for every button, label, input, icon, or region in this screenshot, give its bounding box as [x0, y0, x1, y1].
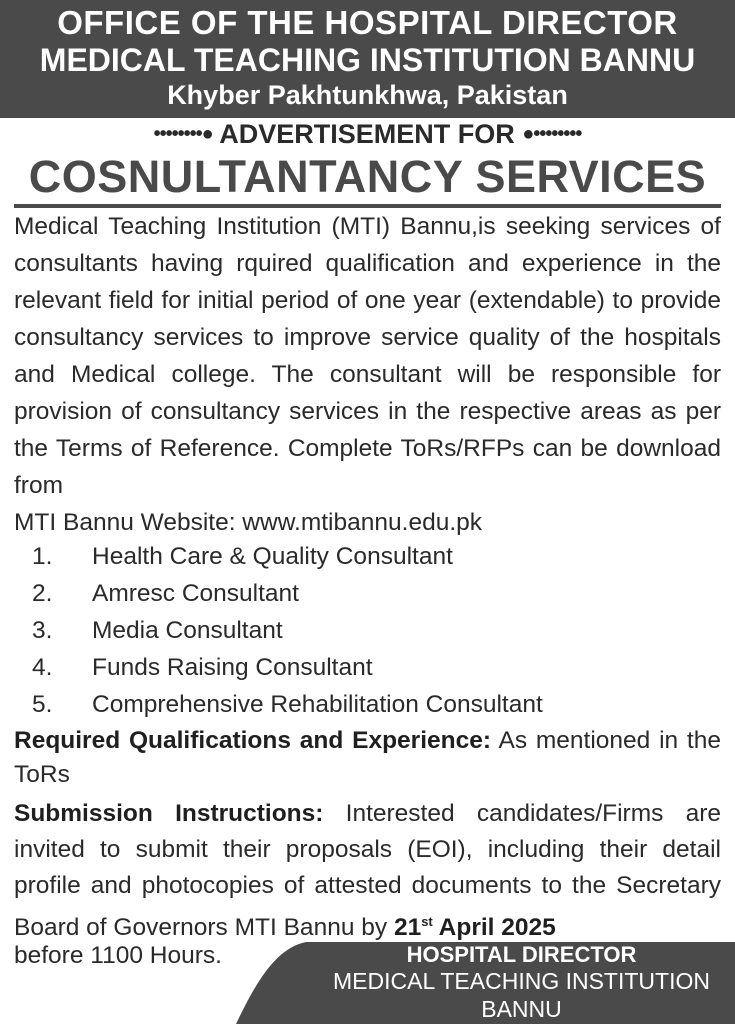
list-item: [0, 649, 735, 687]
submission-time: before 1100 Hours.: [14, 942, 222, 969]
dots-left-decoration: ••••••••●: [153, 123, 213, 145]
qualifications-section: [14, 724, 721, 792]
location: Khyber Pakhtunkhwa, Pakistan: [167, 80, 568, 110]
list-item: [0, 538, 735, 576]
list-item: [0, 575, 735, 613]
institution-name: MEDICAL TEACHING INSTITUTION BANNU: [39, 42, 696, 78]
list-item: [0, 686, 735, 724]
list-item-number: 1.: [32, 543, 53, 570]
list-item-number: 2.: [32, 580, 53, 607]
list-item-number: 3.: [32, 617, 53, 644]
intro-text: Medical Teaching Institution (MTI) Bannu,is seeking services of consultants having rquired qualification and experience in the relevant field for initial period of one year (extendable) to provide consultancy services to improve service quality of the hospitals and Medical college. The consultant will be responsible for provision of consultancy services in the respective areas as per the Terms of Reference. Complete ToRs/RFPs can be download from: [14, 213, 721, 499]
signature-block: [236, 942, 735, 1024]
submission-text: Interested candidates/Firms are invited to submit their proposals (EOI), including their detail profile and photocopies of attested documents to the Secretary Board of Governors MTI Bannu by: [14, 800, 721, 942]
submission-paragraph: [14, 796, 721, 946]
list-item-text: Health Care & Quality Consultant: [92, 543, 453, 570]
signatory-city: BANNU: [481, 996, 562, 1022]
office-title: OFFICE OF THE HOSPITAL DIRECTOR: [57, 4, 678, 41]
deadline-date: 21st April 2025: [393, 914, 556, 942]
website-line[interactable]: MTI Bannu Website: www.mtibannu.edu.pk: [14, 509, 483, 536]
list-item: [0, 612, 735, 650]
signatory-organization: MEDICAL TEACHING INSTITUTION: [333, 968, 710, 994]
intro-paragraph: [14, 208, 721, 541]
list-item-text: Comprehensive Rehabilitation Consultant: [92, 691, 543, 718]
dots-right-decoration: ●••••••••: [522, 123, 582, 145]
advertisement-label: ADVERTISEMENT FOR: [219, 119, 515, 149]
advertisement-title: COSNULTANTANCY SERVICES: [28, 151, 707, 202]
list-item-text: Funds Raising Consultant: [92, 654, 373, 681]
header-banner: [0, 0, 735, 118]
list-item-text: Amresc Consultant: [92, 580, 299, 607]
list-item-number: 5.: [32, 691, 53, 718]
advertisement-label-row: [0, 119, 735, 155]
list-item-number: 4.: [32, 654, 53, 681]
qualifications-text: As mentioned in the ToRs: [14, 727, 721, 788]
submission-section: [14, 796, 721, 946]
submission-label: Submission Instructions:: [14, 800, 324, 827]
signatory-title: HOSPITAL DIRECTOR: [406, 942, 637, 967]
qualifications-label: Required Qualifications and Experience:: [14, 727, 492, 754]
list-item-text: Media Consultant: [92, 617, 283, 644]
